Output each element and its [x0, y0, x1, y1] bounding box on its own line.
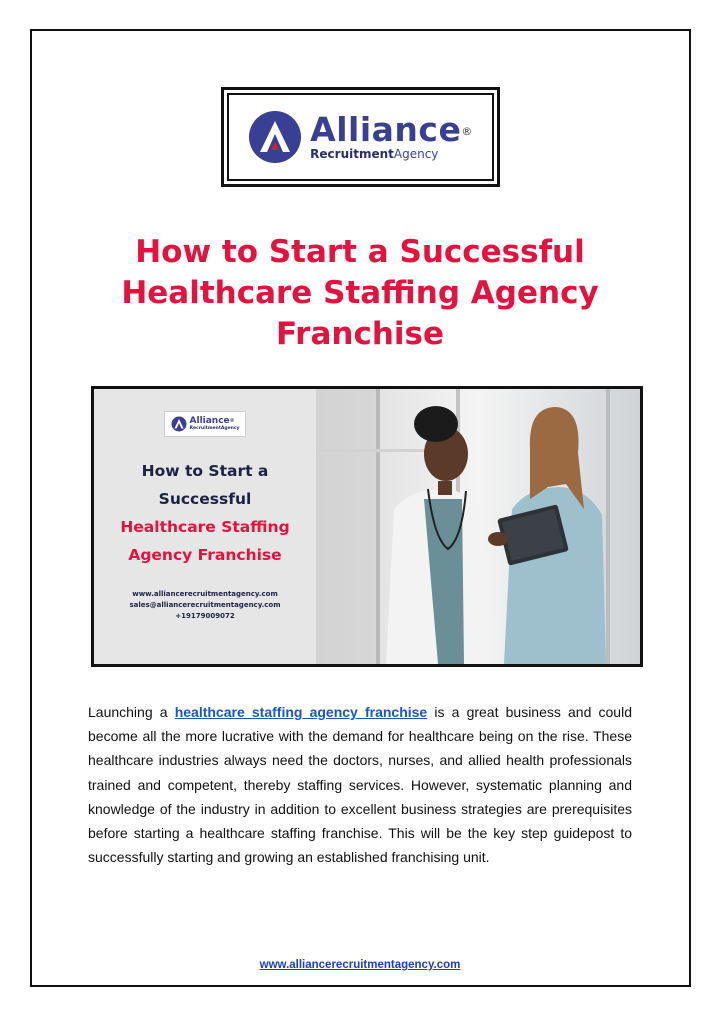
- logo-sub-light: Agency: [393, 147, 439, 161]
- hero-text-panel: [94, 389, 316, 664]
- hero-email: sales@alliancerecruitmentagency.com: [129, 601, 281, 609]
- intro-paragraph: [88, 700, 632, 869]
- logo-name: [310, 110, 473, 149]
- hero-title-line-2: Successful: [158, 490, 252, 508]
- hero-title-line-1: How to Start a: [141, 462, 269, 480]
- mini-logo-text: [190, 417, 240, 432]
- mini-registered-mark: ®: [229, 417, 235, 424]
- intro-text-rest: is a great business and could become all the more lucrative with the demand for healthcare being on the rise. These healthcare industries always need the doctors, nurses, and allied health professionals trained and competent, thereby staffing services. However, systematic planning and knowledge of the industry in addition to excellent business strategies are prerequisites before starting a healthcare staffing franchise. This will be the key step guidepost to successfully starting and growing an established franchising unit.: [88, 704, 632, 866]
- hero-title: [94, 457, 316, 569]
- intro-text-start: Launching a: [88, 704, 175, 720]
- logo-wordmark: [310, 110, 473, 161]
- logo-inner-frame: [227, 93, 494, 181]
- hero-website: www.alliancerecruitmentagency.com: [132, 590, 278, 598]
- two-healthcare-workers-photo: [316, 389, 640, 664]
- mini-logo-name-text: Alliance: [189, 415, 230, 426]
- hero-contact-info: [94, 589, 316, 622]
- company-logo: [221, 87, 500, 187]
- hero-mini-logo: [164, 411, 246, 437]
- alliance-a-logo-icon: [248, 110, 302, 164]
- mini-logo-name: [190, 417, 240, 426]
- registered-mark: ®: [461, 125, 473, 138]
- hero-title-line-4: Agency Franchise: [128, 546, 282, 564]
- logo-sub-bold: Recruitment: [310, 147, 394, 161]
- mini-logo-sub: RecruitmentAgency: [189, 425, 240, 431]
- hero-phone: +19179009072: [175, 612, 235, 620]
- footer-website-link[interactable]: www.alliancerecruitmentagency.com: [259, 959, 461, 971]
- hero-title-line-3: Healthcare Staffing: [120, 518, 290, 536]
- logo-subtitle: [310, 147, 473, 161]
- logo-name-text: Alliance: [310, 110, 462, 149]
- hero-banner: [91, 386, 643, 667]
- alliance-mini-logo-icon: [171, 416, 187, 432]
- franchise-link[interactable]: healthcare staffing agency franchise: [174, 704, 428, 720]
- page-title: How to Start a Successful Healthcare Staffing Agency Franchise: [121, 234, 599, 352]
